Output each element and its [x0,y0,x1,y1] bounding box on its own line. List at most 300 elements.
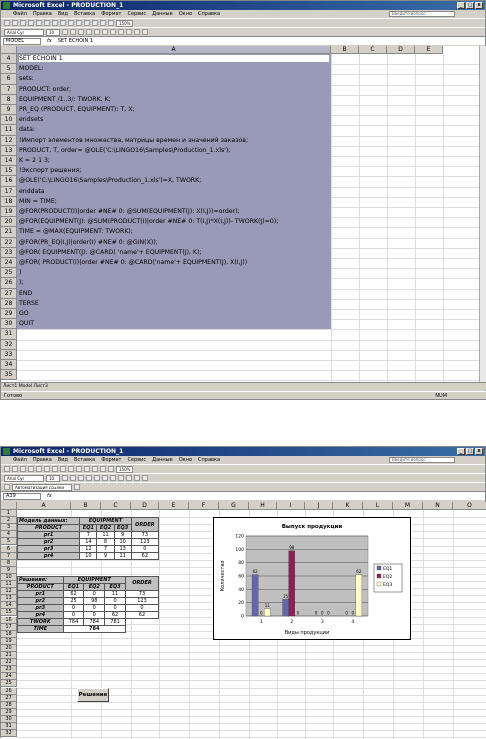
row-header-17[interactable]: 17 [1,624,17,631]
font-color-icon[interactable] [142,29,148,35]
data-label: 0 [296,610,300,616]
order-cell[interactable]: 62 [131,553,158,560]
code-line: TERSE [19,299,39,307]
fx-icon-2[interactable]: fx [47,493,52,499]
lingo-model-block[interactable] [17,54,331,329]
row-header-9[interactable]: 9 [1,105,17,115]
row-header-28[interactable]: 28 [1,299,17,309]
x-tick-label: 3 [320,620,324,626]
row-header-21[interactable]: 21 [1,227,17,237]
column-header-K[interactable]: K [333,502,363,510]
value-cell[interactable]: 12 [80,546,97,553]
new-icon[interactable] [4,20,10,26]
code-line: @FOR( PRODUCT(I)|order #NE# 0: @CARD('name'+ EQUIPMENT(J), X(I,J)) [19,259,248,266]
row-header-20[interactable]: 20 [1,217,17,227]
italic-icon[interactable] [70,29,76,35]
value-cell[interactable]: 25 [63,597,84,604]
menu-edit[interactable]: Правка [32,11,52,17]
row-header-11[interactable]: 11 [1,125,17,135]
row-header-6[interactable]: 6 [1,546,17,553]
equipment-header: EQUIPMENT [63,576,125,583]
gridline-row [17,645,486,646]
gridline-row [17,730,486,731]
eq-header: EQ3 [105,583,126,590]
data-label: 62 [252,569,258,575]
align-right-icon[interactable] [102,29,108,35]
code-line: !Экспорт решения; [19,167,82,175]
column-header-A[interactable]: A [17,46,331,54]
sort-icon[interactable] [100,466,106,472]
align-right-icon[interactable] [102,475,108,481]
column-header-F[interactable]: F [189,502,219,510]
underline-icon[interactable] [78,29,84,35]
row-header-18[interactable]: 18 [1,197,17,207]
table-label: Модель данных: [18,518,80,525]
gridline-row [17,723,486,724]
value-cell[interactable]: 13 [114,546,131,553]
row-header-13[interactable]: 13 [1,146,17,156]
undo-icon[interactable] [76,466,82,472]
data-label: 98 [289,545,295,551]
align-center-icon[interactable] [94,475,100,481]
row-header-15[interactable]: 15 [1,166,17,176]
column-header-M[interactable]: M [393,502,423,510]
open-icon[interactable] [12,466,18,472]
row-header-20[interactable]: 20 [1,645,17,652]
column-header-H[interactable]: H [249,502,277,510]
row-header-4[interactable]: 4 [1,531,17,538]
column-header-C[interactable]: C [359,46,387,54]
menu-file[interactable]: Файл [13,11,27,17]
row-header-32[interactable]: 32 [1,730,17,737]
zoom-select-2[interactable]: 150% [116,466,133,473]
code-line: @FOR( EQUIPMENT(J): @CARD( 'name'+ EQUIPMENT(J), K); [19,248,202,256]
column-header-J[interactable]: J [305,502,333,510]
italic-icon[interactable] [70,475,76,481]
value-cell[interactable]: 7 [97,546,114,553]
minimize-button[interactable]: _ [457,2,465,9]
gridline-row [17,666,486,667]
gridline-row [17,673,486,674]
twork-cell[interactable]: 781 [105,618,126,625]
code-line: K = 2 1 3; [19,157,51,164]
row-header-16[interactable]: 16 [1,176,17,186]
row-header-29[interactable]: 29 [1,309,17,319]
spreadsheet-grid[interactable] [1,46,486,382]
gridline-col [443,54,444,382]
table-row [18,546,159,553]
row-header-25[interactable]: 25 [1,680,17,687]
table-header-row [18,518,159,525]
row-header-8[interactable]: 8 [1,560,17,567]
row-header-5[interactable]: 5 [1,538,17,545]
value-cell[interactable]: 0 [105,597,126,604]
window-title-2: Microsoft Excel - PRODUCTION_1 [13,448,124,455]
gridline-row [17,709,486,710]
font-color-icon[interactable] [142,475,148,481]
menu-tools[interactable]: Сервис [127,11,147,17]
font-size-select[interactable]: 10 [46,29,60,36]
order-cell[interactable]: 73 [131,532,158,539]
row-header-29[interactable]: 29 [1,709,17,716]
table-label: Решение: [18,576,64,583]
web-link-select[interactable]: Автоматизация ссылки [12,484,72,491]
y-axis-title: Количество [220,560,226,592]
menu-file-2[interactable]: Файл [13,457,27,463]
spell-icon[interactable] [44,466,50,472]
standard-toolbar-2 [1,464,485,473]
menu-view[interactable]: Вид [57,11,68,17]
value-cell[interactable]: 0 [84,604,105,611]
fill-color-icon[interactable] [134,475,140,481]
data-label: 25 [283,593,289,599]
chart-icon[interactable] [108,20,114,26]
menu-bar [1,10,485,18]
code-line: PR_EQ (PRODUCT, EQUIPMENT): T, X; [19,106,135,113]
value-cell[interactable]: 10 [114,539,131,546]
eq-header: EQ1 [63,583,84,590]
spell-icon[interactable] [44,20,50,26]
close-button[interactable]: x [475,2,483,9]
product-cell: pr3 [18,604,64,611]
cut-icon[interactable] [52,466,58,472]
menu-insert-2[interactable]: Вставка [74,457,96,463]
column-header-L[interactable]: L [363,502,393,510]
product-cell: pr4 [18,611,64,618]
x-axis-title: Виды продукции [284,630,330,637]
sum-icon[interactable] [92,466,98,472]
redo-icon[interactable] [84,466,90,472]
row-header-24[interactable]: 24 [1,258,17,268]
format-toolbar-2 [1,473,485,482]
row-header-27[interactable]: 27 [1,289,17,299]
order-cell[interactable]: 123 [125,597,158,604]
font-name-select-2[interactable]: Arial Cyr [4,475,44,482]
name-box-2[interactable]: A39 [3,493,41,500]
gridline-row [17,716,486,717]
preview-icon[interactable] [36,466,42,472]
row-header-24[interactable]: 24 [1,673,17,680]
column-header-C[interactable]: C [101,502,131,510]
column-header-E[interactable]: E [415,46,443,54]
web-go-icon[interactable] [74,484,80,490]
row-header-1[interactable]: 1 [1,510,17,517]
code-line: enddata [19,187,45,195]
menu-help-2[interactable]: Справка [198,457,221,463]
code-line: @FOR(PRODUCT(I)|order #NE# 0: @SUM(EQUIPMENT(J): X(I,J))=order); [19,208,240,215]
help-search-input-2[interactable]: Введите вопрос [389,457,455,463]
value-cell[interactable]: 11 [105,590,126,597]
value-cell[interactable]: 8 [97,539,114,546]
underline-icon[interactable] [78,475,84,481]
column-header-N[interactable]: N [423,502,453,510]
merge-icon[interactable] [110,29,116,35]
menu-tools-2[interactable]: Сервис [127,457,147,463]
row-header-23[interactable]: 23 [1,666,17,673]
row-header-16[interactable]: 16 [1,617,17,624]
row-header-26[interactable]: 26 [1,278,17,288]
spreadsheet-grid-2[interactable] [1,502,486,739]
value-cell[interactable]: 62 [63,590,84,597]
gridline-col [415,54,416,382]
code-line: PRODUCT: order; [19,85,72,93]
row-header-4[interactable]: 4 [1,54,17,64]
row-header-18[interactable]: 18 [1,631,17,638]
borders-icon[interactable] [126,29,132,35]
paste-icon[interactable] [68,20,74,26]
row-header-17[interactable]: 17 [1,187,17,197]
time-value[interactable]: 784 [63,625,125,632]
value-cell[interactable]: 0 [63,611,84,618]
equipment-header: EQUIPMENT [80,518,131,525]
menu-window[interactable]: Окно [178,11,193,17]
row-header-2[interactable]: 2 [1,517,17,524]
save-icon[interactable] [20,20,26,26]
sort-icon[interactable] [100,20,106,26]
gridline-col [331,54,332,382]
row-header-11[interactable]: 11 [1,581,17,588]
row-header-27[interactable]: 27 [1,695,17,702]
column-header-A[interactable]: A [17,502,71,510]
excel-icon [3,2,10,9]
table-row [18,532,159,539]
chart-icon[interactable] [108,466,114,472]
bold-icon[interactable] [62,475,68,481]
y-tick-label: 100 [235,547,244,553]
code-line: PRODUCT, T, order= @OLE('C:\LINGO16\Samples\Production_1.xls'); [19,146,231,154]
gridline-col [359,54,360,382]
preview-icon[interactable] [36,20,42,26]
row-header-30[interactable]: 30 [1,319,17,329]
status-num: NUM [435,393,447,399]
row-header-6[interactable]: 6 [1,74,17,84]
row-header-22[interactable]: 22 [1,238,17,248]
gridline-col [423,510,424,739]
value-cell[interactable]: 62 [105,611,126,618]
cut-icon[interactable] [52,20,58,26]
column-header-B[interactable]: B [71,502,101,510]
help-search-input[interactable]: Введите вопрос [389,11,455,17]
value-cell[interactable]: 10 [80,553,97,560]
formula-input[interactable]: SET ECHOIN 1 [57,38,94,44]
select-all-corner-2[interactable] [1,502,17,510]
align-center-icon[interactable] [94,29,100,35]
fill-color-icon[interactable] [134,29,140,35]
legend-label: EQ3 [383,583,393,589]
row-header-19[interactable]: 19 [1,638,17,645]
row-header-26[interactable]: 26 [1,688,17,695]
maximize-button-2[interactable]: □ [467,448,473,454]
copy-icon[interactable] [60,20,66,26]
code-line: MODEL: [19,65,44,73]
new-icon[interactable] [4,466,10,472]
product-header: PRODUCT [18,525,80,532]
percent-icon[interactable] [118,29,124,35]
value-cell[interactable]: 7 [80,532,97,539]
row-header-12[interactable]: 12 [1,136,17,146]
legend-label: EQ1 [383,567,393,573]
menu-format[interactable]: Формат [101,11,122,17]
order-cell[interactable]: 123 [131,539,158,546]
menu-format-2[interactable]: Формат [101,457,122,463]
print-icon[interactable] [28,20,34,26]
code-line: END [19,289,33,297]
column-header-I[interactable]: I [277,502,305,510]
menu-window-2[interactable]: Окно [178,457,193,463]
column-header-B[interactable]: B [331,46,359,54]
row-header-3[interactable]: 3 [1,524,17,531]
copy-icon[interactable] [60,466,66,472]
legend-swatch [377,582,381,586]
status-text: Готово [4,393,23,399]
order-cell[interactable]: 73 [125,590,158,597]
twork-cell[interactable]: 784 [63,618,84,625]
sheet-tab-labels[interactable]: Лист1 Model Лист3 [3,384,48,389]
row-header-7[interactable]: 7 [1,85,17,95]
row-header-14[interactable]: 14 [1,602,17,609]
table-row [18,553,159,560]
align-left-icon[interactable] [86,475,92,481]
menu-data-2[interactable]: Данные [152,457,173,463]
row-header-14[interactable]: 14 [1,156,17,166]
gridline-row [17,659,486,660]
value-cell[interactable]: 11 [97,532,114,539]
order-cell[interactable]: 0 [131,546,158,553]
web-back-icon[interactable] [4,484,10,490]
column-header-D[interactable]: D [387,46,415,54]
select-all-corner[interactable] [1,46,17,54]
percent-icon[interactable] [118,475,124,481]
order-cell[interactable]: 62 [125,611,158,618]
row-header-34[interactable]: 34 [1,360,17,370]
font-size-select-2[interactable]: 10 [46,475,60,482]
row-header-12[interactable]: 12 [1,588,17,595]
minimize-button-2[interactable]: _ [457,448,465,455]
gridline-col [189,510,190,739]
row-header-7[interactable]: 7 [1,553,17,560]
value-cell[interactable]: 0 [63,604,84,611]
column-header-E[interactable]: E [159,502,189,510]
gridline-row [17,680,486,681]
title-bar-2 [1,447,485,456]
data-label: 0 [327,610,330,616]
sum-icon[interactable] [92,20,98,26]
title-bar [1,1,485,10]
value-cell[interactable]: 11 [114,553,131,560]
row-header-30[interactable]: 30 [1,716,17,723]
borders-icon[interactable] [126,475,132,481]
x-tick-label: 2 [290,620,294,626]
code-line: QUIT [19,320,35,328]
row-header-23[interactable]: 23 [1,248,17,258]
close-button-2[interactable]: x [475,448,483,455]
menu-data[interactable]: Данные [152,11,173,17]
value-cell[interactable]: 0 [84,611,105,618]
row-header-9[interactable]: 9 [1,567,17,574]
undo-icon[interactable] [76,20,82,26]
column-header-G[interactable]: G [219,502,249,510]
print-icon[interactable] [28,466,34,472]
value-cell[interactable]: 98 [84,597,105,604]
row-header-13[interactable]: 13 [1,595,17,602]
bar-EQ1-2 [283,599,289,616]
eq-header: EQ1 [80,525,97,532]
font-name-select[interactable]: Arial Cyr [4,29,44,36]
gridline-row [17,652,486,653]
bold-icon[interactable] [62,29,68,35]
row-header-33[interactable]: 33 [1,350,17,360]
open-icon[interactable] [12,20,18,26]
bar-EQ3-4 [356,575,362,616]
bar-EQ1-1 [252,575,258,616]
column-header-O[interactable]: O [453,502,486,510]
product-cell: pr3 [18,546,80,553]
twork-row [18,618,159,625]
window-title: Microsoft Excel - PRODUCTION_1 [13,2,124,9]
row-header-21[interactable]: 21 [1,652,17,659]
row-header-19[interactable]: 19 [1,207,17,217]
row-header-22[interactable]: 22 [1,659,17,666]
maximize-button[interactable]: □ [467,2,473,8]
merge-icon[interactable] [110,475,116,481]
code-line: ); [19,279,24,287]
vertical-scrollbar[interactable] [479,46,486,382]
value-cell[interactable]: 0 [105,604,126,611]
save-icon[interactable] [20,466,26,472]
fx-icon[interactable]: fx [47,38,52,44]
bar-EQ2-2 [289,551,295,616]
gridline-col [159,510,160,739]
value-cell[interactable]: 0 [84,590,105,597]
row-header-15[interactable]: 15 [1,609,17,616]
row-header-10[interactable]: 10 [1,574,17,581]
menu-help[interactable]: Справка [198,11,221,17]
legend-swatch [377,566,381,570]
zoom-select[interactable]: 150% [116,20,133,27]
row-header-28[interactable]: 28 [1,702,17,709]
code-line: endsets [19,116,44,124]
row-header-25[interactable]: 25 [1,268,17,278]
menu-view-2[interactable]: Вид [57,457,68,463]
solve-button[interactable]: Решение [77,688,109,702]
row-header-31[interactable]: 31 [1,329,17,339]
column-header-D[interactable]: D [131,502,159,510]
menu-edit-2[interactable]: Правка [32,457,52,463]
table-row [18,539,159,546]
row-header-35[interactable]: 35 [1,370,17,380]
twork-label: TWORK [18,618,64,625]
redo-icon[interactable] [84,20,90,26]
twork-cell[interactable]: 784 [84,618,105,625]
code-line: TIME = @MAX(EQUIPMENT: TWORK); [19,228,133,236]
name-box[interactable]: MODEL [3,38,41,45]
paste-icon[interactable] [68,466,74,472]
row-header-32[interactable]: 32 [1,340,17,350]
order-cell[interactable]: 0 [125,604,158,611]
sheet-tabs[interactable] [1,382,486,390]
row-header-8[interactable]: 8 [1,95,17,105]
row-header-31[interactable]: 31 [1,723,17,730]
row-header-5[interactable]: 5 [1,64,17,74]
value-cell[interactable]: 9 [97,553,114,560]
eq-header: EQ2 [97,525,114,532]
align-left-icon[interactable] [86,29,92,35]
row-header-10[interactable]: 10 [1,115,17,125]
menu-insert[interactable]: Вставка [74,11,96,17]
gridline-col [387,54,388,382]
value-cell[interactable]: 9 [114,532,131,539]
value-cell[interactable]: 14 [80,539,97,546]
